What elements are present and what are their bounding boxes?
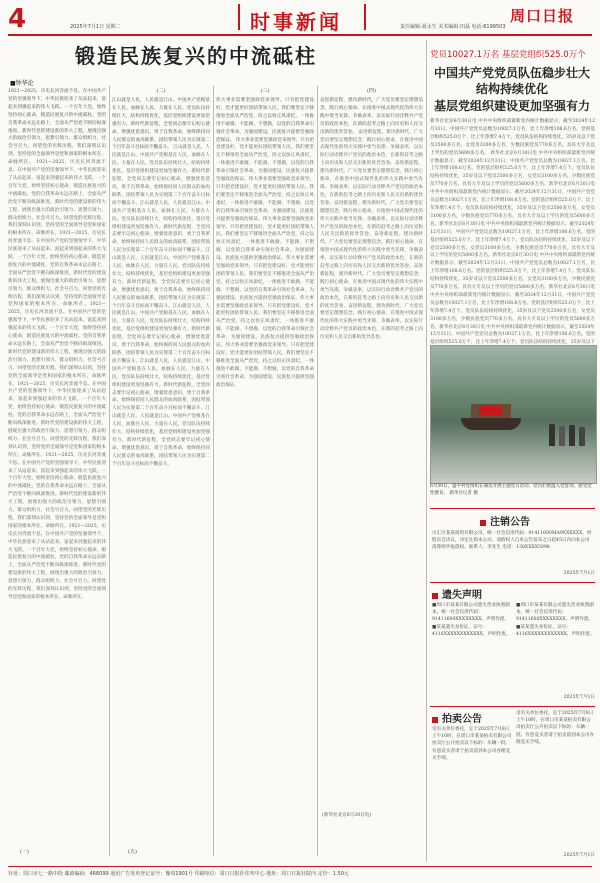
- footer-rule: [8, 866, 592, 867]
- right-headline: 中国共产党党员队伍稳步壮大: [433, 66, 590, 80]
- right-headline: 结构持续优化: [475, 82, 548, 96]
- column-divider: [213, 86, 214, 856]
- column-divider: [109, 86, 110, 856]
- section-marker: (二): [156, 88, 166, 94]
- article-column-2: (二) 江山就是人民，人民就是江山。中国共产党根基在人民、血脉在人民、力量在人民。党员队伍持续壮大，结构持续优化，基层党组织建设更加坚强有力。新时代新征程，全党同志要牢记初心使命，增强忧患意识，勇于自我革命，始终保持同人民群众的血肉联系，团结带领人民为实现第二个百年奋斗目标而不懈奋斗。 江山就是人民，人民就是江山。中国共产党根基在人民、血脉在人民、力量在人民。党员队伍持续壮大，结构持续优化，基层党组织建设更加坚强有力。新时代新征程，全党同志要牢记初心使命，增强忧患意识，勇于自我革命，始终保持同人民群众的血肉联系，团结带领人民为实现第二个百年奋斗目标而不懈奋斗。江山就是人民，人民就是江山。中国共产党根基在人民、血脉在人民、力量在人民。党员队伍持续壮大，结构持续优化，基层党组织建设更加坚强有力。新时代新征程，全党同志要牢记初心使命，增强忧患意识，勇于自我革命，始终保持同人民群众的血肉联系，团结带领人民为实现第二个百年奋斗目标而不懈奋斗。江山就是人民，人民就是江山。中国共产党根基在人民、血脉在人民、力量在人民。党员队伍持续壮大，结构持续优化，基层党组织建设更加坚强有力。新时代新征程，全党同志要牢记初心使命，增强忧患意识，勇于自我革命，始终保持同人民群众的血肉联系，团结带领人民为实现第二个百年奋斗目标而不懈奋斗。江山就是人民，人民就是江山。中国共产党根基在人民、血脉在人民、力量在人民。党员队伍持续壮大，结构持续优化，基层党组织建设更加坚强有力。新时代新征程，全党同志要牢记初心使命，增强忧患意识，勇于自我革命，始终保持同人民群众的血肉联系，团结带领人民为实现第二个百年奋斗目标而不懈奋斗。江山就是人民，人民就是江山。中国共产党根基在人民、血脉在人民、力量在人民。党员队伍持续壮大，结构持续优化，基层党组织建设更加坚强有力。新时代新征程，全党同志要牢记初心使命，增强忧患意识，勇于自我革命，始终保持同人民群众的血肉联系，团结带领人民为实现第二个百年奋斗目标而不懈奋斗。江山就是人民，人民就是江山。中国共产党根基在人民、血脉在人民、力量在人民。党员队伍持续壮大，结构持续优化，基层党组织建设更加坚强有力。新时代新征程，全党同志要牢记初心使命，增强忧患意识，勇于自我革命，始终保持同人民群众的血肉联系，团结带领人民为实现第二个百年奋斗目标而不懈奋斗。: [112, 88, 210, 467]
- bullet-mark: [480, 520, 486, 526]
- column-text: 1921—2025，历史长河奔流不息。在中国共产党的坚强领导下，中华民族迎来了从站起来、富起来到强起来的伟大飞跃。一个百年大党，始终坚持初心使命，锻造民族复兴的中流砥柱。党的自我革命永远在路上，全面从严治党不断向纵深推进。新时代党的建设新的伟大工程，展现出强大的政治引领力、思想引领力、群众组织力、社会号召力。回望党的光辉历程，我们深刻认识到，坚持党的全面领导是党和国家的根本所在、命脉所在。: [8, 89, 106, 166]
- column-text: 奋进新征程，建功新时代。广大党员要坚定理想信念，践行初心使命，在推进中国式现代化的伟大实践中勇当先锋、争做表率，以实际行动诠释共产党员的政治本色，在新的赶考之路上向历史和人民交出新的优异答卷。: [320, 98, 423, 135]
- article-column-1: 1921—2025，历史长河奔流不息。在中国共产党的坚强领导下，中华民族迎来了从站起来、富起来到强起来的伟大飞跃。一个百年大党，始终坚持初心使命，锻造民族复兴的中流砥柱。党的自我革命永远在路上，全面从严治党不断向纵深推进。新时代党的建设新的伟大工程，展现出强大的政治引领力、思想引领力、群众组织力、社会号召力。回望党的光辉历程，我们深刻认识到，坚持党的全面领导是党和国家的根本所在、命脉所在。 1921—2025，历史长河奔流不息。在中国共产党的坚强领导下，中华民族迎来了从站起来、富起来到强起来的伟大飞跃。一个百年大党，始终坚持初心使命，锻造民族复兴的中流砥柱。党的自我革命永远在路上，全面从严治党不断向纵深推进。新时代党的建设新的伟大工程，展现出强大的政治引领力、思想引领力、群众组织力、社会号召力。回望党的光辉历程，我们深刻认识到，坚持党的全面领导是党和国家的根本所在、命脉所在。1921—2025，历史长河奔流不息。在中国共产党的坚强领导下，中华民族迎来了从站起来、富起来到强起来的伟大飞跃。一个百年大党，始终坚持初心使命，锻造民族复兴的中流砥柱。党的自我革命永远在路上，全面从严治党不断向纵深推进。新时代党的建设新的伟大工程，展现出强大的政治引领力、思想引领力、群众组织力、社会号召力。回望党的光辉历程，我们深刻认识到，坚持党的全面领导是党和国家的根本所在、命脉所在。1921—2025，历史长河奔流不息。在中国共产党的坚强领导下，中华民族迎来了从站起来、富起来到强起来的伟大飞跃。一个百年大党，始终坚持初心使命，锻造民族复兴的中流砥柱。党的自我革命永远在路上，全面从严治党不断向纵深推进。新时代党的建设新的伟大工程，展现出强大的政治引领力、思想引领力、群众组织力、社会号召力。回望党的光辉历程，我们深刻认识到，坚持党的全面领导是党和国家的根本所在、命脉所在。1921—2025，历史长河奔流不息。在中国共产党的坚强领导下，中华民族迎来了从站起来、富起来到强起来的伟大飞跃。一个百年大党，始终坚持初心使命，锻造民族复兴的中流砥柱。党的自我革命永远在路上，全面从严治党不断向纵深推进。新时代党的建设新的伟大工程，展现出强大的政治引领力、思想引领力、群众组织力、社会号召力。回望党的光辉历程，我们深刻认识到，坚持党的全面领导是党和国家的根本所在、命脉所在。1921—2025，历史长河奔流不息。在中国共产党的坚强领导下，中华民族迎来了从站起来、富起来到强起来的伟大飞跃。一个百年大党，始终坚持初心使命，锻造民族复兴的中流砥柱。党的自我革命永远在路上，全面从严治党不断向纵深推进。新时代党的建设新的伟大工程，展现出强大的政治引领力、思想引领力、群众组织力、社会号召力。回望党的光辉历程，我们深刻认识到，坚持党的全面领导是党和国家的根本所在、命脉所在。1921—2025，历史长河奔流不息。在中国共产党的坚强领导下，中华民族迎来了从站起来、富起来到强起来的伟大飞跃。一个百年大党，始终坚持初心使命，锻造民族复兴的中流砥柱。党的自我革命永远在路上，全面从严治党不断向纵深推进。新时代党的建设新的伟大工程，展现出强大的政治引领力、思想引领力、群众组织力、社会号召力。回望党的光辉历程，我们深刻认识到，坚持党的全面领导是党和国家的根本所在、命脉所在。: [8, 89, 106, 600]
- notice-rule: [430, 582, 595, 583]
- news-photo: [430, 345, 597, 484]
- byline: ■钟华论: [10, 80, 34, 87]
- notice-date: 2025年7月1日: [563, 571, 595, 576]
- page-number: 4: [8, 4, 27, 34]
- article-column-4: (四) 奋进新征程，建功新时代。广大党员要坚定理想信念，践行初心使命，在推进中国式现代化的伟大实践中勇当先锋、争做表率，以实际行动诠释共产党员的政治本色，在新的赶考之路上向历史和人民交出新的优异答卷。 奋进新征程，建功新时代。广大党员要坚定理想信念，践行初心使命，在推进中国式现代化的伟大实践中勇当先锋、争做表率，以实际行动诠释共产党员的政治本色，在新的赶考之路上向历史和人民交出新的优异答卷。奋进新征程，建功新时代。广大党员要坚定理想信念，践行初心使命，在推进中国式现代化的伟大实践中勇当先锋、争做表率，以实际行动诠释共产党员的政治本色，在新的赶考之路上向历史和人民交出新的优异答卷。奋进新征程，建功新时代。广大党员要坚定理想信念，践行初心使命，在推进中国式现代化的伟大实践中勇当先锋、争做表率，以实际行动诠释共产党员的政治本色，在新的赶考之路上向历史和人民交出新的优异答卷。奋进新征程，建功新时代。广大党员要坚定理想信念，践行初心使命，在推进中国式现代化的伟大实践中勇当先锋、争做表率，以实际行动诠释共产党员的政治本色，在新的赶考之路上向历史和人民交出新的优异答卷。奋进新征程，建功新时代。广大党员要坚定理想信念，践行初心使命，在推进中国式现代化的伟大实践中勇当先锋、争做表率，以实际行动诠释共产党员的政治本色，在新的赶考之路上向历史和人民交出新的优异答卷。奋进新征程，建功新时代。广大党员要坚定理想信念，践行初心使命，在推进中国式现代化的伟大实践中勇当先锋、争做表率，以实际行动诠释共产党员的政治本色，在新的赶考之路上向历史和人民交出新的优异答卷。: [320, 88, 423, 341]
- column-text: 伟大事业需要坚强政党来领导。只有把党建设好，党才能更好团结带领人民。我们要坚定不移推进全面从严治党，持之以恒正风肃纪，一体推进不敢腐、不能腐、不想腐，以党的自我革命引领社会革命，为强国建设、民族复兴提供坚强政治保证。: [216, 98, 314, 143]
- notice-title-cancellation: 注销公告: [480, 513, 530, 528]
- notice-date: 2025年7月1日: [563, 695, 595, 700]
- section-marker: (三): [260, 88, 270, 94]
- notice-text: 受有关单位委托，定于2025年7月8日上午10时，在周口市某某拍卖有限公司拍卖厅公开拍卖以下标的：车辆一批。有意竞买者请于拍卖前到本公司办理竞买手续。: [516, 711, 595, 745]
- bullet-mark: [432, 717, 438, 723]
- person: [559, 426, 565, 446]
- notice-rule: [430, 706, 595, 707]
- notice-title-auction: 拍卖公告: [432, 710, 482, 725]
- column-text: 江山就是人民，人民就是江山。中国共产党根基在人民、血脉在人民、力量在人民。党员队伍持续壮大，结构持续优化，基层党组织建设更加坚强有力。新时代新征程，全党同志要牢记初心使命，增强忧患意识，勇于自我革命，始终保持同人民群众的血肉联系，团结带领人民为实现第二个百年奋斗目标而不懈奋斗。: [112, 98, 210, 151]
- person: [549, 424, 555, 446]
- editor-credits: 责任编辑:聂永生 美术编辑:田磊 电话:6199503: [400, 24, 506, 30]
- article-column-3: (三) 伟大事业需要坚强政党来领导。只有把党建设好，党才能更好团结带领人民。我们要坚定不移推进全面从严治党，持之以恒正风肃纪，一体推进不敢腐、不能腐、不想腐，以党的自我革命引领社会革命，为强国建设、民族复兴提供坚强政治保证。 伟大事业需要坚强政党来领导。只有把党建设好，党才能更好团结带领人民。我们要坚定不移推进全面从严治党，持之以恒正风肃纪，一体推进不敢腐、不能腐、不想腐，以党的自我革命引领社会革命，为强国建设、民族复兴提供坚强政治保证。伟大事业需要坚强政党来领导。只有把党建设好，党才能更好团结带领人民。我们要坚定不移推进全面从严治党，持之以恒正风肃纪，一体推进不敢腐、不能腐、不想腐，以党的自我革命引领社会革命，为强国建设、民族复兴提供坚强政治保证。伟大事业需要坚强政党来领导。只有把党建设好，党才能更好团结带领人民。我们要坚定不移推进全面从严治党，持之以恒正风肃纪，一体推进不敢腐、不能腐、不想腐，以党的自我革命引领社会革命，为强国建设、民族复兴提供坚强政治保证。伟大事业需要坚强政党来领导。只有把党建设好，党才能更好团结带领人民。我们要坚定不移推进全面从严治党，持之以恒正风肃纪，一体推进不敢腐、不能腐、不想腐，以党的自我革命引领社会革命，为强国建设、民族复兴提供坚强政治保证。伟大事业需要坚强政党来领导。只有把党建设好，党才能更好团结带领人民。我们要坚定不移推进全面从严治党，持之以恒正风肃纪，一体推进不敢腐、不能腐、不想腐，以党的自我革命引领社会革命，为强国建设、民族复兴提供坚强政治保证。伟大事业需要坚强政党来领导。只有把党建设好，党才能更好团结带领人民。我们要坚定不移推进全面从严治党，持之以恒正风肃纪，一体推进不敢腐、不能腐、不想腐，以党的自我革命引领社会革命，为强国建设、民族复兴提供坚强政治保证。: [216, 88, 314, 388]
- issue-date: 2025年7月1日 星期二: [70, 24, 121, 30]
- footer-imprint: 社址：周口市七一路中段 邮政编码：466099 通讯广告发布登记证号：豫周1901号 印刷单位：周口日报社印务中心 地址：周口日报社院内 定价：1.50元: [8, 871, 349, 877]
- section-marker: (五): [128, 849, 137, 855]
- caption-text: 6月30日，盛平村党组织在湖边开展主题党日活动，党员们重温入党誓词，接受党性教育。: [430, 484, 592, 496]
- main-headline: 锻造民族复兴的中流砥柱: [75, 44, 317, 68]
- column-divider: [317, 86, 318, 856]
- notice-title-lost: 遗失声明: [432, 586, 482, 601]
- column-divider: [426, 40, 427, 862]
- photo-caption: [430, 484, 595, 497]
- party-stats: 党员10027.1万名 基层党组织525.0万个: [430, 50, 586, 60]
- column-text: 新华社北京6月30日电 中共中央组织部最新党内统计数据显示，截至2024年12月31日，中国共产党党员总数为10027.1万名，比上年净增108.6万名。党的基层组织525.0万个，比上年净增7.4万个。党员队伍结构持续优化，35岁及以下党员2500多万名，女党员3100多万名，少数民族党员770多万名。具有大专及以上学历的党员5600多万名。: [430, 119, 595, 156]
- section-title: 时事新闻: [250, 10, 342, 34]
- section-marker: (四): [367, 88, 376, 94]
- notice-text: 川汇区某某商贸有限公司，统一社会信用代码：91411600MA9XXXXXX，经股东会决议，决定注销本公司，请债权人自本公告发布之日起45日内向本公司清算组申报债权。联系人：李先生 电话：138XXXX5996: [432, 531, 592, 551]
- header-rule: [8, 34, 592, 36]
- notice-rule: [430, 508, 595, 509]
- person: [569, 425, 575, 446]
- party-flag: [479, 406, 501, 415]
- photo-credit: 新华社记者 摄: [449, 490, 478, 496]
- notice-text: 受有关单位委托，定于2025年7月8日上午10时，在周口市某某拍卖有限公司拍卖厅公开拍卖以下标的：车辆一批。有意竞买者请于拍卖前到本公司办理竞买手续。: [432, 727, 512, 761]
- notice-date: 2025年7月1日: [563, 853, 595, 858]
- person: [579, 427, 585, 446]
- right-headline: 基层党组织建设更加坚强有力: [433, 99, 590, 113]
- right-article-body: 新华社北京6月30日电 中共中央组织部最新党内统计数据显示，截至2024年12月31日，中国共产党党员总数为10027.1万名，比上年净增108.6万名。党的基层组织525.0万个，比上年净增7.4万个。党员队伍结构持续优化，35岁及以下党员2500多万名，女党员3100多万名，少数民族党员770多万名。具有大专及以上学历的党员5600多万名。 新华社北京6月30日电 中共中央组织部最新党内统计数据显示，截至2024年12月31日，中国共产党党员总数为10027.1万名，比上年净增108.6万名。党的基层组织525.0万个，比上年净增7.4万个。党员队伍结构持续优化，35岁及以下党员2500多万名，女党员3100多万名，少数民族党员770多万名。具有大专及以上学历的党员5600多万名。新华社北京6月30日电 中共中央组织部最新党内统计数据显示，截至2024年12月31日，中国共产党党员总数为10027.1万名，比上年净增108.6万名。党的基层组织525.0万个，比上年净增7.4万个。党员队伍结构持续优化，35岁及以下党员2500多万名，女党员3100多万名，少数民族党员770多万名。具有大专及以上学历的党员5600多万名。新华社北京6月30日电 中共中央组织部最新党内统计数据显示，截至2024年12月31日，中国共产党党员总数为10027.1万名，比上年净增108.6万名。党的基层组织525.0万个，比上年净增7.4万个。党员队伍结构持续优化，35岁及以下党员2500多万名，女党员3100多万名，少数民族党员770多万名。具有大专及以上学历的党员5600多万名。新华社北京6月30日电 中共中央组织部最新党内统计数据显示，截至2024年12月31日，中国共产党党员总数为10027.1万名，比上年净增108.6万名。党的基层组织525.0万个，比上年净增7.4万个。党员队伍结构持续优化，35岁及以下党员2500多万名，女党员3100多万名，少数民族党员770多万名。具有大专及以上学历的党员5600多万名。新华社北京6月30日电 中共中央组织部最新党内统计数据显示，截至2024年12月31日，中国共产党党员总数为10027.1万名，比上年净增108.6万名。党的基层组织525.0万个，比上年净增7.4万个。党员队伍结构持续优化，35岁及以下党员2500多万名，女党员3100多万名，少数民族党员770多万名。具有大专及以上学历的党员5600多万名。新华社北京6月30日电 中共中央组织部最新党内统计数据显示，截至2024年12月31日，中国共产党党员总数为10027.1万名，比上年净增108.6万名。党的基层组织525.0万个，比上年净增7.4万个。党员队伍结构持续优化，35岁及以下: [430, 119, 595, 346]
- notice-text: ■周口市某某有限公司遗失营业执照副本，统一社会信用代码：91411600XXXXXXXX，声明作废。■某某遗失身份证，证号：4116XXXXXXXXXXXX，声明作废。: [432, 603, 511, 637]
- bullet-mark: [432, 593, 438, 599]
- section-marker: (一): [20, 849, 29, 855]
- newspaper-brand: 周口日报: [510, 7, 575, 25]
- notice-text: ■周口市某某有限公司遗失营业执照副本，统一社会信用代码：91411600XXXXXXXX，声明作废。■某某遗失身份证，证号：4116XXXXXXXXXXXX，声明作废。: [516, 603, 595, 637]
- boat-shape: [461, 418, 521, 430]
- sign-off: (新华社北京6月30日电): [322, 813, 372, 818]
